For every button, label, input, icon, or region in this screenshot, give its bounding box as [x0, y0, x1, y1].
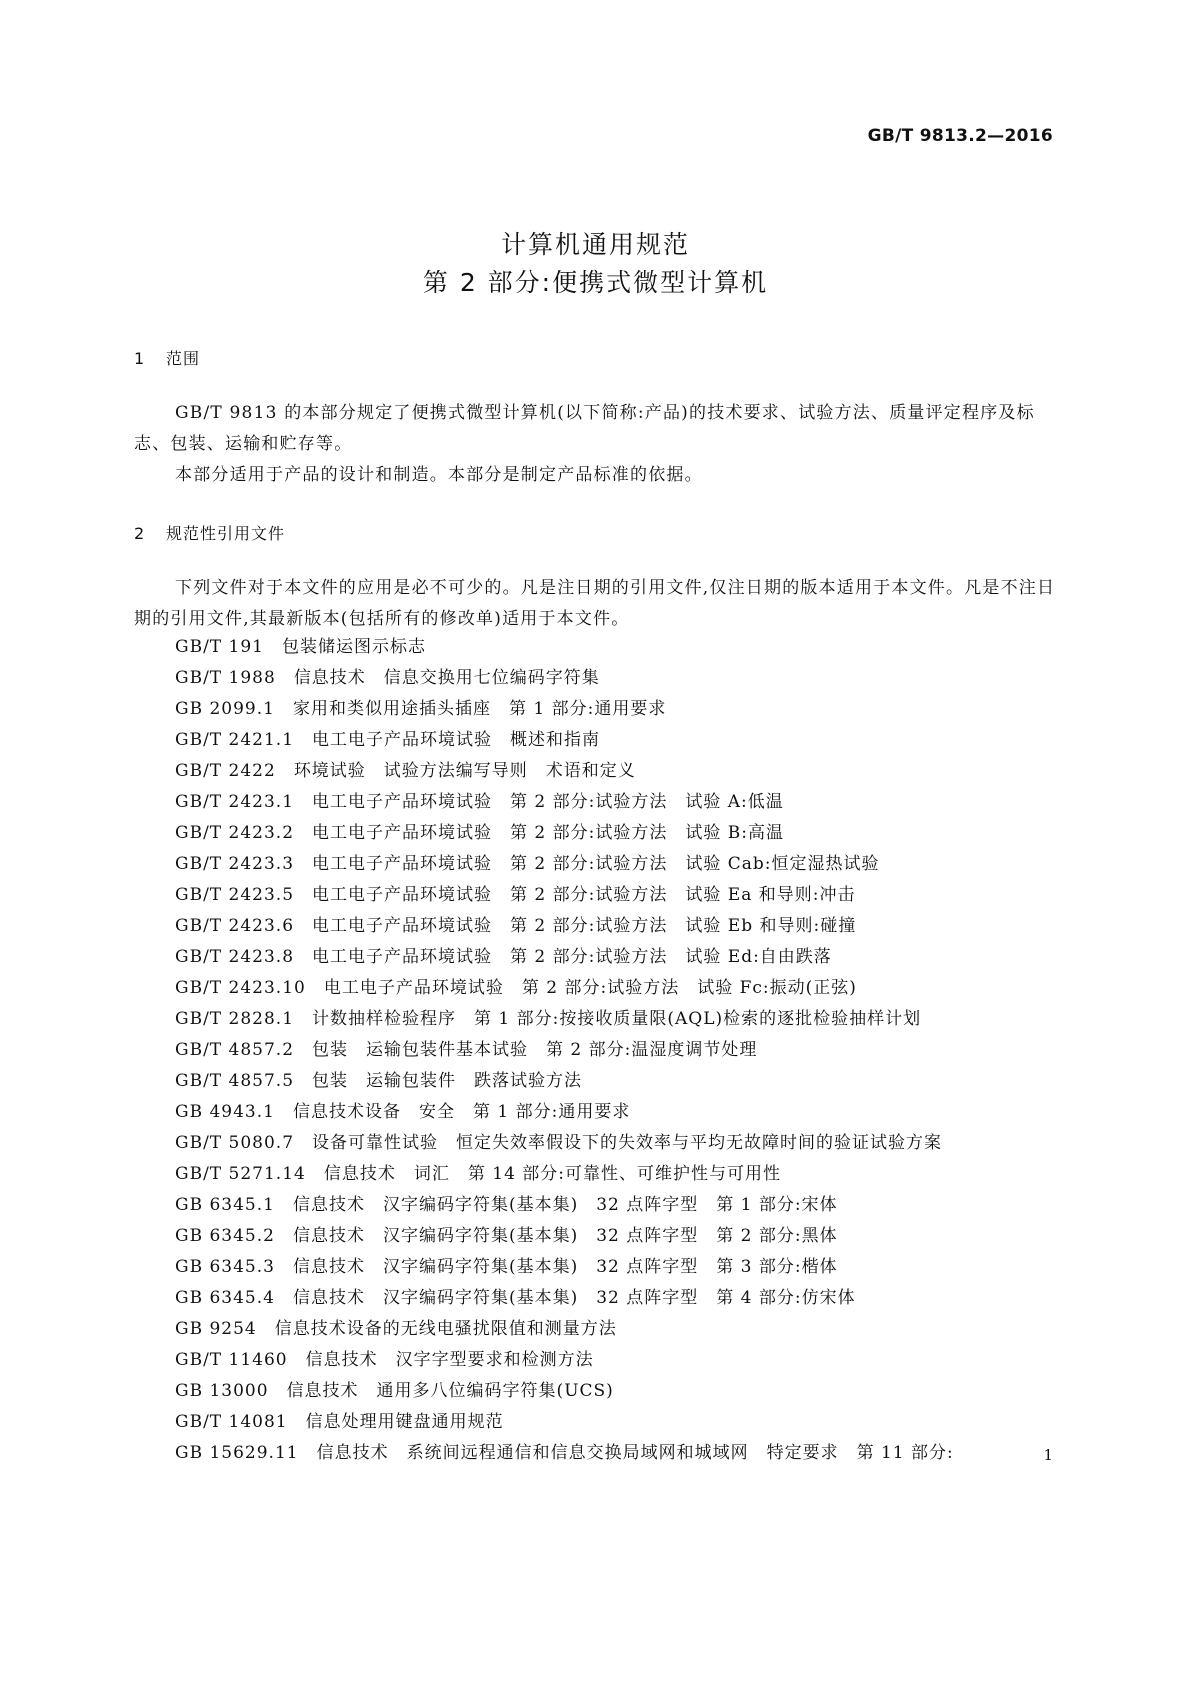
reference-code: GB/T 1988 [175, 668, 276, 688]
section-2-intro [134, 573, 1064, 635]
reference-title: 包装储运图示标志 [282, 637, 426, 657]
reference-item [175, 1035, 1075, 1066]
reference-code: GB/T 14081 [175, 1412, 288, 1432]
reference-code: GB/T 5080.7 [175, 1133, 295, 1153]
normative-references-list [175, 632, 1075, 1469]
reference-code: GB 6345.2 [175, 1226, 275, 1246]
reference-item [175, 1438, 1075, 1469]
reference-code: GB/T 2423.1 [175, 792, 295, 812]
reference-title: 信息技术 汉字编码字符集(基本集) 32 点阵字型 第 3 部分:楷体 [292, 1257, 838, 1277]
reference-item [175, 1159, 1075, 1190]
applicability-text: 本部分适用于产品的设计和制造。本部分是制定产品标准的依据。 [175, 465, 703, 485]
reference-item [175, 1252, 1075, 1283]
reference-code: GB 2099.1 [175, 699, 275, 719]
reference-item [175, 694, 1075, 725]
reference-code: GB/T 4857.5 [175, 1071, 295, 1091]
reference-item [175, 1066, 1075, 1097]
reference-item [175, 1097, 1075, 1128]
reference-item [175, 1407, 1075, 1438]
reference-title: 电工电子产品环境试验 第 2 部分:试验方法 试验 Cab:恒定湿热试验 [312, 854, 880, 874]
reference-code: GB 13000 [175, 1381, 269, 1401]
reference-title: 信息技术设备的无线电骚扰限值和测量方法 [274, 1319, 617, 1339]
reference-title: 环境试验 试验方法编写导则 术语和定义 [293, 761, 636, 781]
reference-title: 电工电子产品环境试验 第 2 部分:试验方法 试验 Ea 和导则:冲击 [312, 885, 856, 905]
document-title [0, 226, 1191, 302]
reference-code: GB/T 2423.3 [175, 854, 295, 874]
reference-code: GB/T 4857.2 [175, 1040, 295, 1060]
reference-item [175, 880, 1075, 911]
reference-title: 信息技术 通用多八位编码字符集(UCS) [286, 1381, 614, 1401]
reference-code: GB/T 2422 [175, 761, 276, 781]
reference-item [175, 1190, 1075, 1221]
reference-item [175, 849, 1075, 880]
page-number: 1 [1043, 1446, 1053, 1464]
reference-code: GB 15629.11 [175, 1443, 299, 1463]
reference-item [175, 942, 1075, 973]
reference-code: GB/T 2423.2 [175, 823, 295, 843]
reference-title: 电工电子产品环境试验 第 2 部分:试验方法 试验 A:低温 [312, 792, 784, 812]
title-line-1: 计算机通用规范 [500, 230, 690, 259]
reference-title: 电工电子产品环境试验 第 2 部分:试验方法 试验 Fc:振动(正弦) [323, 978, 857, 998]
references-intro-text: 下列文件对于本文件的应用是必不可少的。凡是注日期的引用文件,仅注日期的版本适用于本文件。凡是不注日期的引用文件,其最新版本(包括所有的修改单)适用于本文件。 [134, 578, 1056, 629]
reference-title: 信息技术 词汇 第 14 部分:可靠性、可维护性与可用性 [323, 1164, 782, 1184]
reference-title: 信息技术设备 安全 第 1 部分:通用要求 [292, 1102, 631, 1122]
reference-title: 信息技术 汉字编码字符集(基本集) 32 点阵字型 第 1 部分:宋体 [292, 1195, 838, 1215]
reference-item [175, 1221, 1075, 1252]
reference-code: GB 6345.4 [175, 1288, 275, 1308]
reference-title: 信息技术 汉字编码字符集(基本集) 32 点阵字型 第 4 部分:仿宋体 [292, 1288, 856, 1308]
reference-code: GB 9254 [175, 1319, 257, 1339]
reference-item [175, 1376, 1075, 1407]
title-line-2: 第 2 部分:便携式微型计算机 [422, 268, 769, 297]
reference-item [175, 725, 1075, 756]
section-1-title: 范围 [166, 349, 201, 368]
reference-item [175, 1314, 1075, 1345]
reference-code: GB/T 2423.8 [175, 947, 295, 967]
reference-title: 电工电子产品环境试验 第 2 部分:试验方法 试验 B:高温 [312, 823, 785, 843]
section-1-paragraph-1 [134, 398, 1064, 460]
reference-code: GB/T 191 [175, 637, 264, 657]
reference-code: GB/T 2423.10 [175, 978, 306, 998]
section-1-paragraph-2 [134, 460, 1064, 491]
reference-code: GB 6345.1 [175, 1195, 275, 1215]
reference-code: GB/T 2421.1 [175, 730, 295, 750]
reference-title: 信息技术 系统间远程通信和信息交换局域网和城域网 特定要求 第 11 部分: [316, 1443, 954, 1463]
reference-code: GB/T 5271.14 [175, 1164, 306, 1184]
reference-title: 信息处理用键盘通用规范 [305, 1412, 504, 1432]
reference-title: 信息技术 汉字字型要求和检测方法 [305, 1350, 594, 1370]
reference-title: 信息技术 信息交换用七位编码字符集 [293, 668, 600, 688]
section-1-heading [134, 346, 200, 369]
section-2-number: 2 [134, 524, 146, 543]
reference-item [175, 1004, 1075, 1035]
reference-code: GB/T 2423.5 [175, 885, 295, 905]
reference-item [175, 756, 1075, 787]
reference-item [175, 663, 1075, 694]
section-1-number: 1 [134, 349, 146, 368]
reference-code: GB 6345.3 [175, 1257, 275, 1277]
scope-text: GB/T 9813 的本部分规定了便携式微型计算机(以下简称:产品)的技术要求、试验方法、质量评定程序及标志、包装、运输和贮存等。 [134, 403, 1035, 454]
reference-title: 包装 运输包装件基本试验 第 2 部分:温湿度调节处理 [312, 1040, 758, 1060]
reference-item [175, 1345, 1075, 1376]
reference-code: GB/T 2828.1 [175, 1009, 295, 1029]
reference-item [175, 1283, 1075, 1314]
reference-item [175, 787, 1075, 818]
reference-title: 电工电子产品环境试验 概述和指南 [312, 730, 601, 750]
reference-title: 电工电子产品环境试验 第 2 部分:试验方法 试验 Ed:自由跌落 [312, 947, 832, 967]
reference-title: 电工电子产品环境试验 第 2 部分:试验方法 试验 Eb 和导则:碰撞 [312, 916, 857, 936]
reference-item [175, 818, 1075, 849]
reference-title: 计数抽样检验程序 第 1 部分:按接收质量限(AQL)检索的逐批检验抽样计划 [312, 1009, 922, 1029]
standard-code: GB/T 9813.2—2016 [867, 126, 1053, 146]
reference-code: GB/T 11460 [175, 1350, 288, 1370]
reference-title: 家用和类似用途插头插座 第 1 部分:通用要求 [292, 699, 667, 719]
reference-title: 信息技术 汉字编码字符集(基本集) 32 点阵字型 第 2 部分:黑体 [292, 1226, 838, 1246]
reference-item [175, 911, 1075, 942]
reference-item [175, 632, 1075, 663]
reference-item [175, 1128, 1075, 1159]
section-2-title: 规范性引用文件 [166, 524, 286, 543]
reference-item [175, 973, 1075, 1004]
reference-title: 设备可靠性试验 恒定失效率假设下的失效率与平均无故障时间的验证试验方案 [312, 1133, 943, 1153]
reference-code: GB 4943.1 [175, 1102, 275, 1122]
section-2-heading [134, 521, 285, 544]
reference-code: GB/T 2423.6 [175, 916, 295, 936]
reference-title: 包装 运输包装件 跌落试验方法 [312, 1071, 583, 1091]
